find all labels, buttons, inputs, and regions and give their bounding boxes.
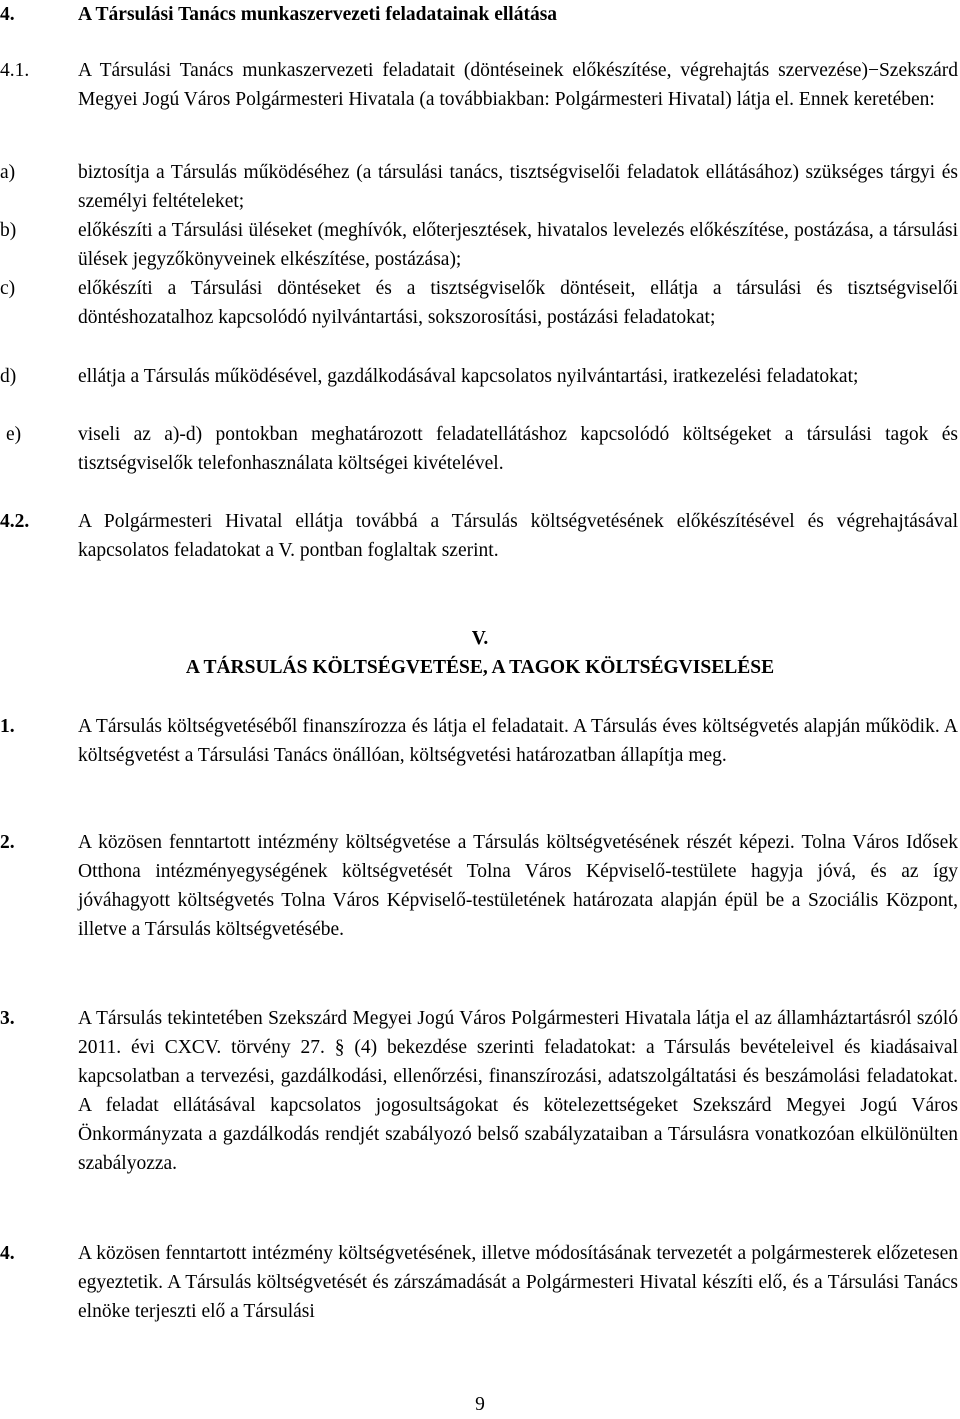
list-item-text: biztosítja a Társulás működéséhez (a társulási tanács, tisztségviselői feladatok ellátásához) szükséges tárgyi és személyi feltételeket;: [78, 162, 958, 212]
list-item-text: viseli az a)-d) pontokban meghatározott feladatellátáshoz kapcsolódó költségeket a társulási tagok és tisztségviselők telefonhasználata költségei kivételével.: [78, 424, 958, 474]
list-item-c: [0, 274, 958, 332]
page-number: 9: [475, 1394, 485, 1415]
point-number: 3.: [0, 1008, 15, 1029]
section-heading-text: A Társulási Tanács munkaszervezeti feladatainak ellátása: [78, 4, 558, 25]
list-item-label: c): [0, 278, 16, 299]
paragraph-4-1: [0, 56, 958, 114]
chapter-title: A TÁRSULÁS KÖLTSÉGVETÉSE, A TAGOK KÖLTSÉGVISELÉSE: [185, 657, 775, 678]
chapter-point-3: [0, 1004, 958, 1178]
paragraph-number: 4.2.: [0, 511, 30, 532]
list-item-label: b): [0, 220, 17, 241]
list-item-text: ellátja a Társulás működésével, gazdálkodásával kapcsolatos nyilvántartási, iratkezelési feladatokat;: [78, 366, 859, 387]
list-item-a: [0, 158, 958, 216]
paragraph-number: 4.1.: [0, 60, 30, 81]
point-number: 2.: [0, 832, 15, 853]
list-item-text: előkészíti a Társulási üléseket (meghívók, előterjesztések, hivatalos levelezés előkészítése, postázása, a társulási ülések jegyzőkönyveinek elkészítése, postázása);: [78, 220, 958, 270]
list-item-label: a): [0, 162, 16, 183]
list-item-label: e): [6, 424, 22, 445]
chapter-roman-numeral: V.: [471, 628, 489, 649]
chapter-point-2: [0, 828, 958, 944]
point-number: 4.: [0, 1243, 15, 1264]
list-item-d: [0, 362, 958, 391]
paragraph-text: A Társulási Tanács munkaszervezeti feladatait (döntéseinek előkészítése, végrehajtás szervezése)−Szekszárd Megyei Jogú Város Polgármesteri Hivatala (a továbbiakban: Polgármesteri Hivatal) látja el. Ennek keretében:: [78, 60, 958, 110]
paragraph-4-2: [0, 507, 958, 565]
list-item-text: előkészíti a Társulási döntéseket és a tisztségviselők döntéseit, ellátja a társulási és tisztségviselői döntéshozatalhoz kapcsolódó nyilvántartási, sokszorosítási, postázási feladatokat;: [78, 278, 958, 328]
point-number: 1.: [0, 716, 15, 737]
list-item-e: [0, 420, 958, 478]
point-text: A Társulás költségvetéséből finanszírozza és látja el feladatait. A Társulás éves költségvetés alapján működik. A költségvetést a Társulási Tanács önállóan, költségvetési határozatban állapítja meg.: [78, 716, 958, 766]
paragraph-text: A Polgármesteri Hivatal ellátja továbbá a Társulás költségvetésének előkészítésével és végrehajtásával kapcsolatos feladatokat a V. pontban foglaltak szerint.: [78, 511, 958, 561]
list-item-label: d): [0, 366, 17, 387]
point-text: A közösen fenntartott intézmény költségvetése a Társulás költségvetésének részét képezi. Tolna Város Idősek Otthona intézményegységének költségvetését Tolna Város Képviselő-testülete hagyja jóvá, és az így jóváhagyott költségvetés Tolna Város Képviselő-testületének határozata alapján épül be a Szociális Központ, illetve a Társulás költségvetésébe.: [78, 832, 958, 940]
section-heading: [0, 0, 958, 29]
section-heading-number: 4.: [0, 4, 15, 25]
list-item-b: [0, 216, 958, 274]
chapter-point-4: [0, 1239, 958, 1326]
point-text: A Társulás tekintetében Szekszárd Megyei Jogú Város Polgármesteri Hivatala látja el az államháztartásról szóló 2011. évi CXCV. törvény 27. § (4) bekezdése szerinti feladatokat: a Társulás bevételeivel és kiadásaival kapcsolatban a tervezési, gazdálkodási, ellenőrzési, finanszírozási, adatszolgáltatási és beszámolási feladatokat. A feladat ellátásával kapcsolatos jogosultságokat és kötelezettségeket Szekszárd Megyei Jogú Város Önkormányzata a gazdálkodás rendjét szabályozó belső szabályzataiban a Társulásra vonatkozóan elkülönülten szabályozza.: [78, 1008, 958, 1174]
point-text: A közösen fenntartott intézmény költségvetésének, illetve módosításának tervezetét a polgármesterek előzetesen egyeztetik. A Társulás költségvetését és zárszámadását a Polgármesteri Hivatal készíti elő, és a Társulási Tanács elnöke terjeszti elő a Társulási: [78, 1243, 958, 1322]
chapter-point-1: [0, 712, 958, 770]
